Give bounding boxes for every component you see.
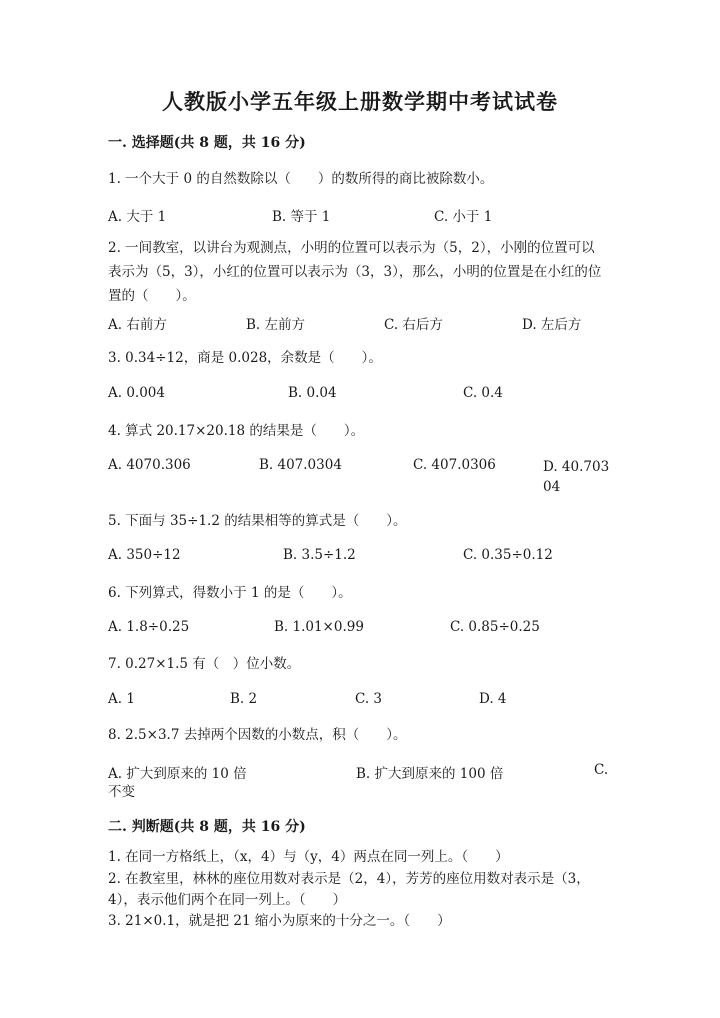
page-title: 人教版小学五年级上册数学期中考试试卷 [162,89,558,114]
section-heading-judgement: 二. 判断题(共 8 题，共 16 分) [108,819,306,835]
options-q7 [108,691,618,711]
judgement-1: 1. 在同一方格纸上，（x，4）与（y，4）两点在同一列上。（ ） [108,849,509,865]
option-a: A. 4070.306 [108,457,191,473]
option-b: B. 等于 1 [272,209,331,225]
option-c: C. 0.4 [463,385,503,401]
option-a: A. 扩大到原来的 10 倍 [108,766,247,782]
question-5: 5. 下面与 35÷1.2 的结果相等的算式是（ ）。 [108,513,407,529]
question-4: 4. 算式 20.17×20.18 的结果是（ ）。 [108,423,365,439]
option-c: C. 407.0306 [413,457,496,473]
judgement-2: 2. 在教室里，林林的座位用数对表示是（2，4），芳芳的座位用数对表示是（3，4），表示他们两个在同一列上。（ ） [108,871,590,908]
options-q6 [108,619,618,639]
options-q5 [108,547,618,567]
question-8: 8. 2.5×3.7 去掉两个因数的小数点，积（ ）。 [108,727,407,743]
option-c: C. 3 [355,691,383,707]
question-6: 6. 下列算式，得数小于 1 的是（ ）。 [108,585,352,601]
question-1: 1. 一个大于 0 的自然数除以（ ）的数所得的商比被除数小。 [108,171,494,187]
option-c: C. 0.85÷0.25 [450,619,540,635]
option-b: B. 扩大到原来的 100 倍 [356,766,504,782]
section-heading-choice: 一. 选择题(共 8 题，共 16 分) [108,135,306,151]
option-b: B. 1.01×0.99 [274,619,364,635]
option-b: B. 2 [230,691,258,707]
option-c-head: C. [594,762,609,778]
question-7: 7. 0.27×1.5 有（ ）位小数。 [108,656,301,672]
options-q8 [108,762,618,802]
option-b: B. 407.0304 [259,457,342,473]
option-d: D. 左后方 [522,317,582,333]
option-a: A. 350÷12 [108,547,181,563]
option-c: C. 小于 1 [434,209,493,225]
option-c: C. 右后方 [384,317,443,333]
options-q4 [108,457,618,497]
option-a: A. 1 [108,691,135,707]
option-b: B. 0.04 [288,385,337,401]
option-d: D. 40.70304 [543,459,610,495]
options-q2 [108,313,618,333]
option-a: A. 0.004 [108,385,165,401]
option-d: D. 4 [479,691,507,707]
option-a: A. 1.8÷0.25 [108,619,190,635]
judgement-3: 3. 21×0.1，就是把 21 缩小为原来的十分之一。（ ） [108,913,451,929]
options-q1 [108,205,618,225]
option-b: B. 左前方 [246,317,306,333]
option-b: B. 3.5÷1.2 [283,547,356,563]
option-a: A. 大于 1 [108,209,167,225]
option-c-tail: 不变 [108,784,135,800]
options-q3 [108,385,618,405]
option-a: A. 右前方 [108,317,167,333]
question-3: 3. 0.34÷12，商是 0.028，余数是（ ）。 [108,350,382,366]
option-c: C. 0.35÷0.12 [463,547,553,563]
question-2: 2. 一间教室，以讲台为观测点，小明的位置可以表示为（5，2），小刚的位置可以表示为（5，3），小红的位置可以表示为（3，3），那么，小明的位置是在小红的位置的（ ）。 [108,240,602,304]
